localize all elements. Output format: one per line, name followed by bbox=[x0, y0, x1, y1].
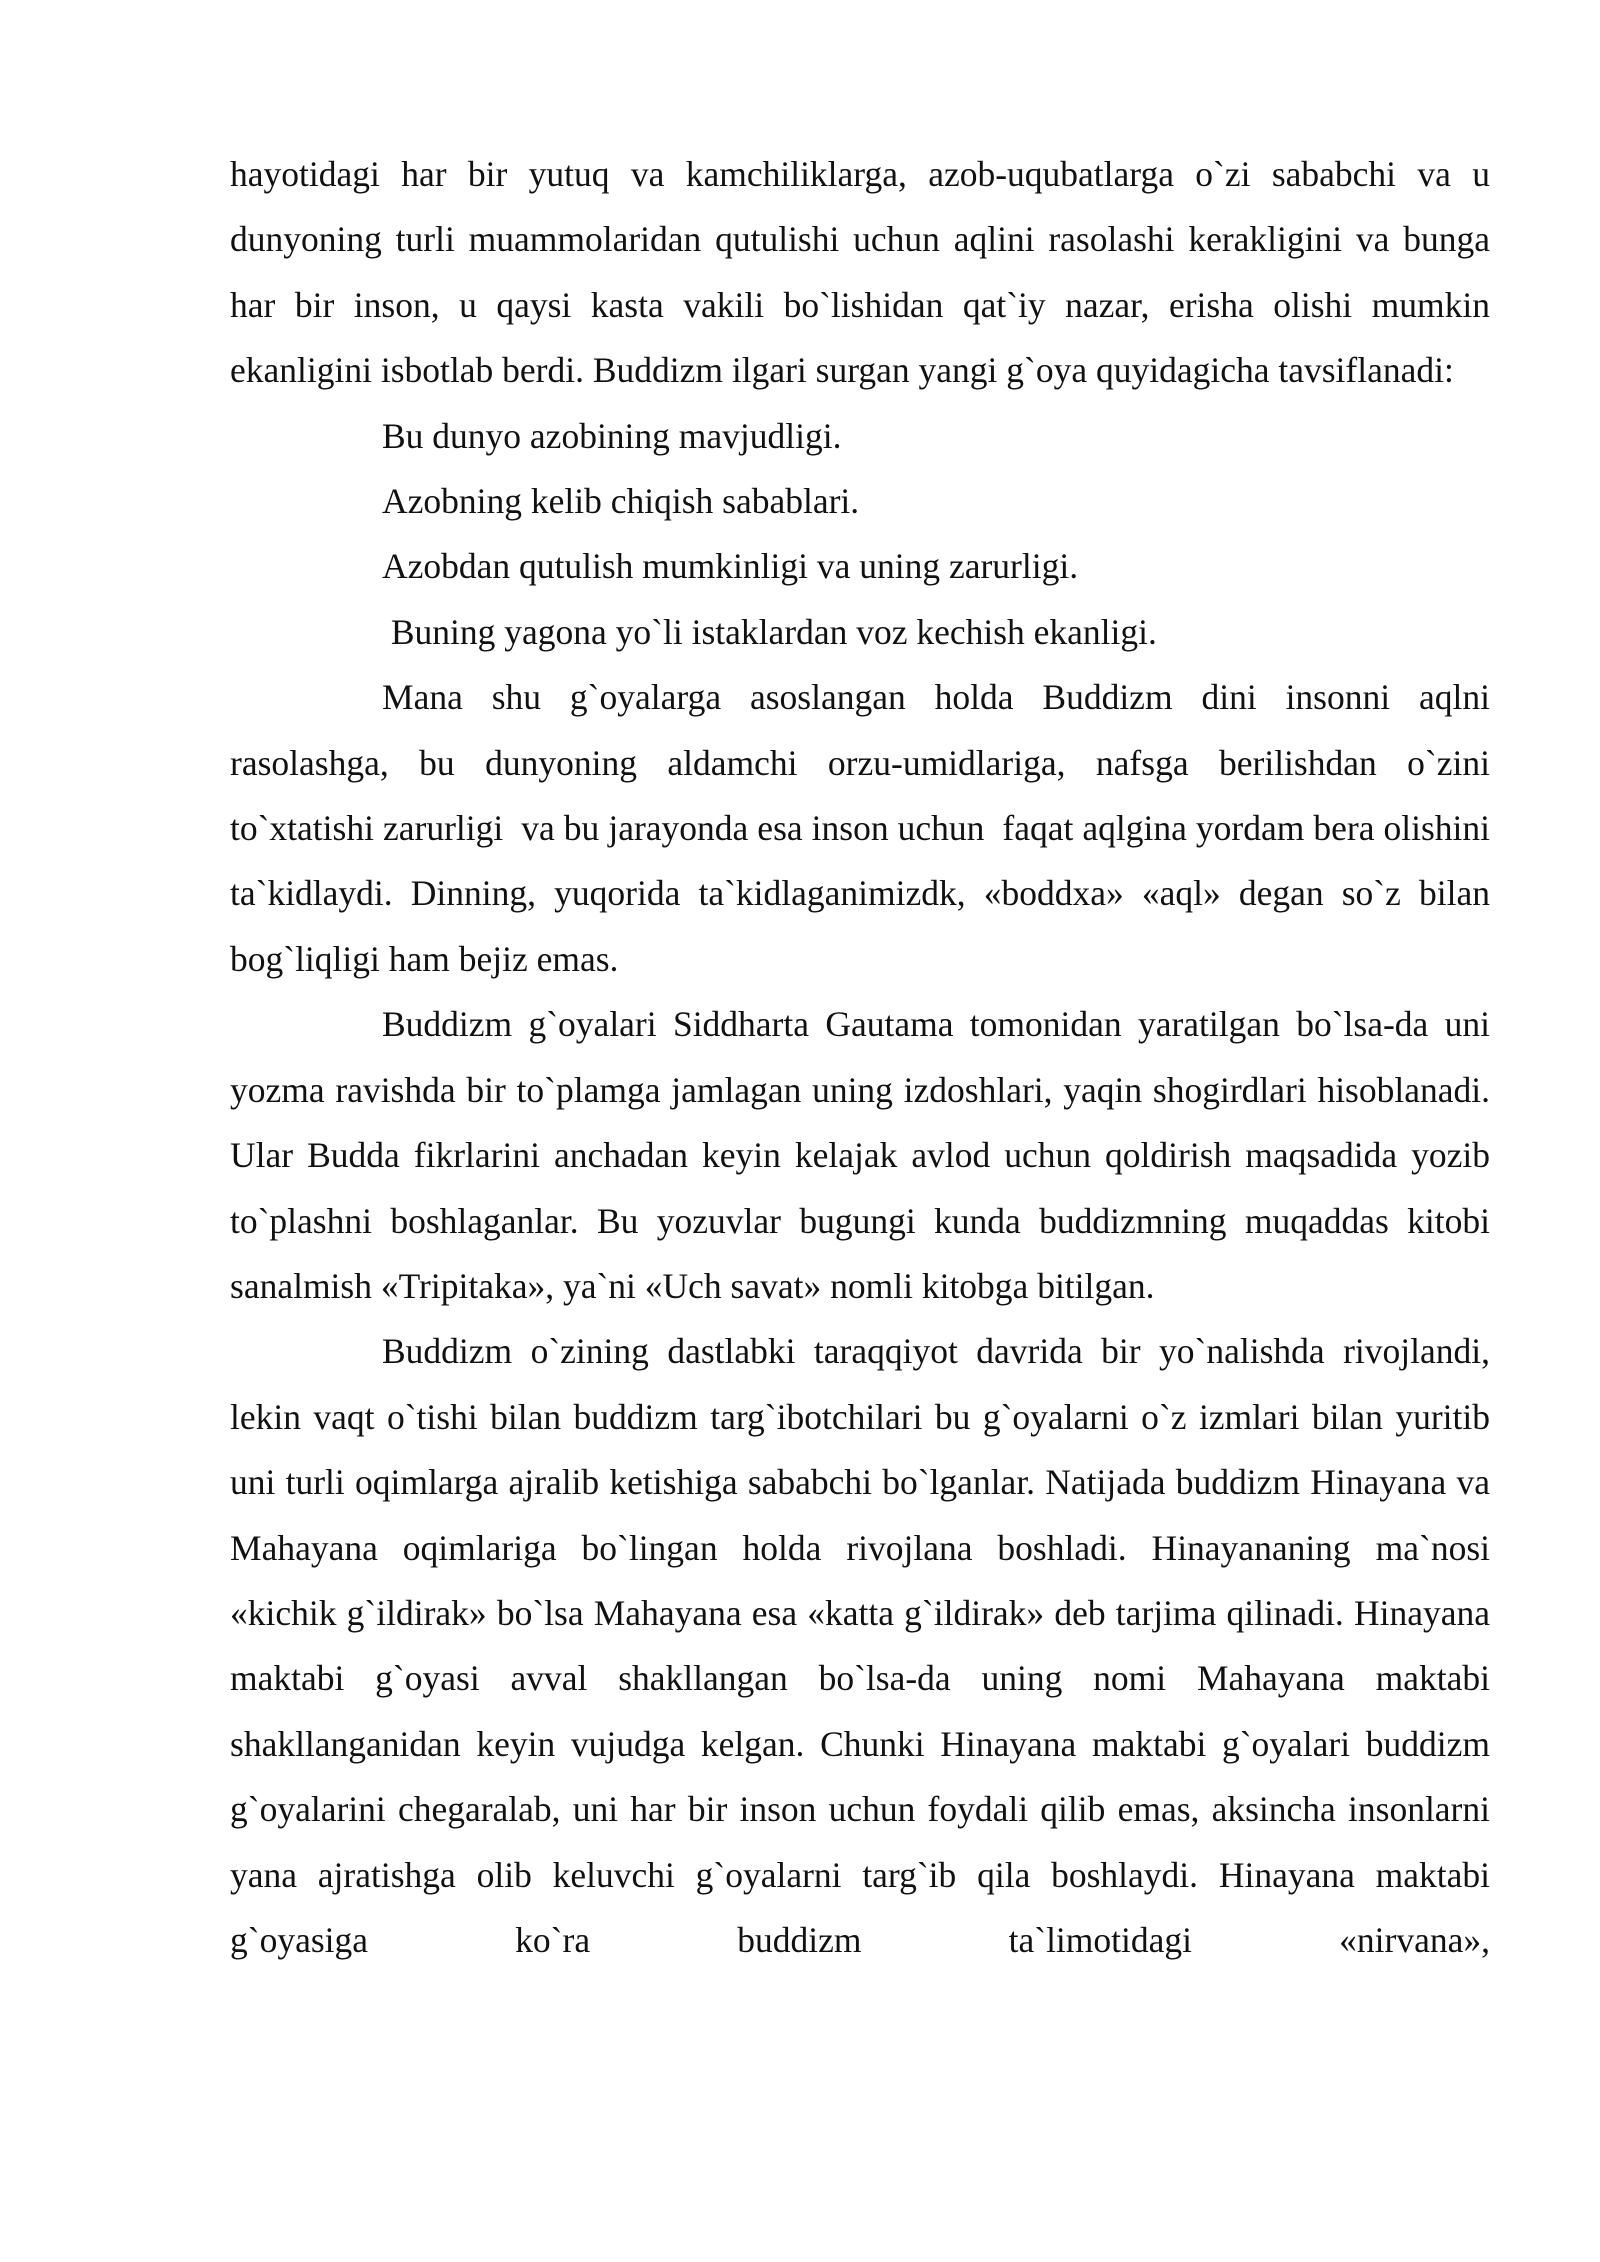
paragraph-hinayana-mahayana: Buddizm o`zining dastlabki taraqqiyot davrida bir yo`nalishda rivojlandi, lekin vaqt o`tishi bilan buddizm targ`ibotchilari bu g`oyalarni o`z izmlari bilan yuritib uni turli oqimlarga ajralib ketishiga sababchi bo`lganlar. Natijada buddizm Hinayana va Mahayana oqimlariga bo`lingan holda rivojlana boshladi. Hinayananing ma`nosi «kichik g`ildirak» bo`lsa Mahayana esa «katta g`ildirak» deb tarjima qilinadi. Hinayana maktabi g`oyasi avval shakllangan bo`lsa-da uning nomi Mahayana maktabi shakllanganidan keyin vujudga kelgan. Chunki Hinayana maktabi g`oyalari buddizm g`oyalarini chegaralab, uni har bir inson uchun foydali qilib emas, aksincha insonlarni yana ajratishga olib keluvchi g`oyalarni targ`ib qila boshlaydi. Hinayana maktabi g`oyasiga ko`ra buddizm ta`limotidagi «nirvana», bbox=[230, 1331, 1490, 1960]
list-item-3: Azobdan qutulish mumkinligi va uning zarurligi. bbox=[382, 546, 1079, 587]
list-item-4: Buning yagona yo`li istaklardan voz kechish ekanligi. bbox=[382, 611, 1157, 652]
document-body bbox=[230, 142, 1499, 1973]
list-item-1: Bu dunyo azobining mavjudligi. bbox=[382, 415, 842, 456]
paragraph-gautama: Buddizm g`oyalari Siddharta Gautama tomonidan yaratilgan bo`lsa-da uni yozma ravishda bir to`plamga jamlagan uning izdoshlari, yaqin shogirdlari hisoblanadi. Ular Budda fikrlarini anchadan keyin kelajak avlod uchun qoldirish maqsadida yozib to`plashni boshlaganlar. Bu yozuvlar bugungi kunda buddizmning muqaddas kitobi sanalmish «Tripitaka», ya`ni «Uch savat» nomli kitobga bitilgan. bbox=[230, 1004, 1490, 1306]
paragraph-mana-shu: Mana shu g`oyalarga asoslangan holda Buddizm dini insonni aqlni rasolashga, bu dunyoning aldamchi orzu-umidlariga, nafsga berilishdan o`zini to`xtatishi zarurligi va bu jarayonda esa inson uchun faqat aqlgina yordam bera olishini ta`kidlaydi. Dinning, yuqorida ta`kidlaganimizdk, «boddxa» «aql» degan so`z bilan bog`liqligi ham bejiz emas. bbox=[230, 677, 1499, 979]
paragraph-intro: hayotidagi har bir yutuq va kamchiliklarga, azob-uqubatlarga o`zi sababchi va u dunyoning turli muammolaridan qutulishi uchun aqlini rasolashi kerakligini va bunga har bir inson, u qaysi kasta vakili bo`lishidan qat`iy nazar, erisha olishi mumkin ekanligini isbotlab berdi. Buddizm ilgari surgan yangi g`oya quyidagicha tavsiflanadi: bbox=[230, 154, 1490, 391]
list-item-2: Azobning kelib chiqish sabablari. bbox=[382, 481, 860, 522]
